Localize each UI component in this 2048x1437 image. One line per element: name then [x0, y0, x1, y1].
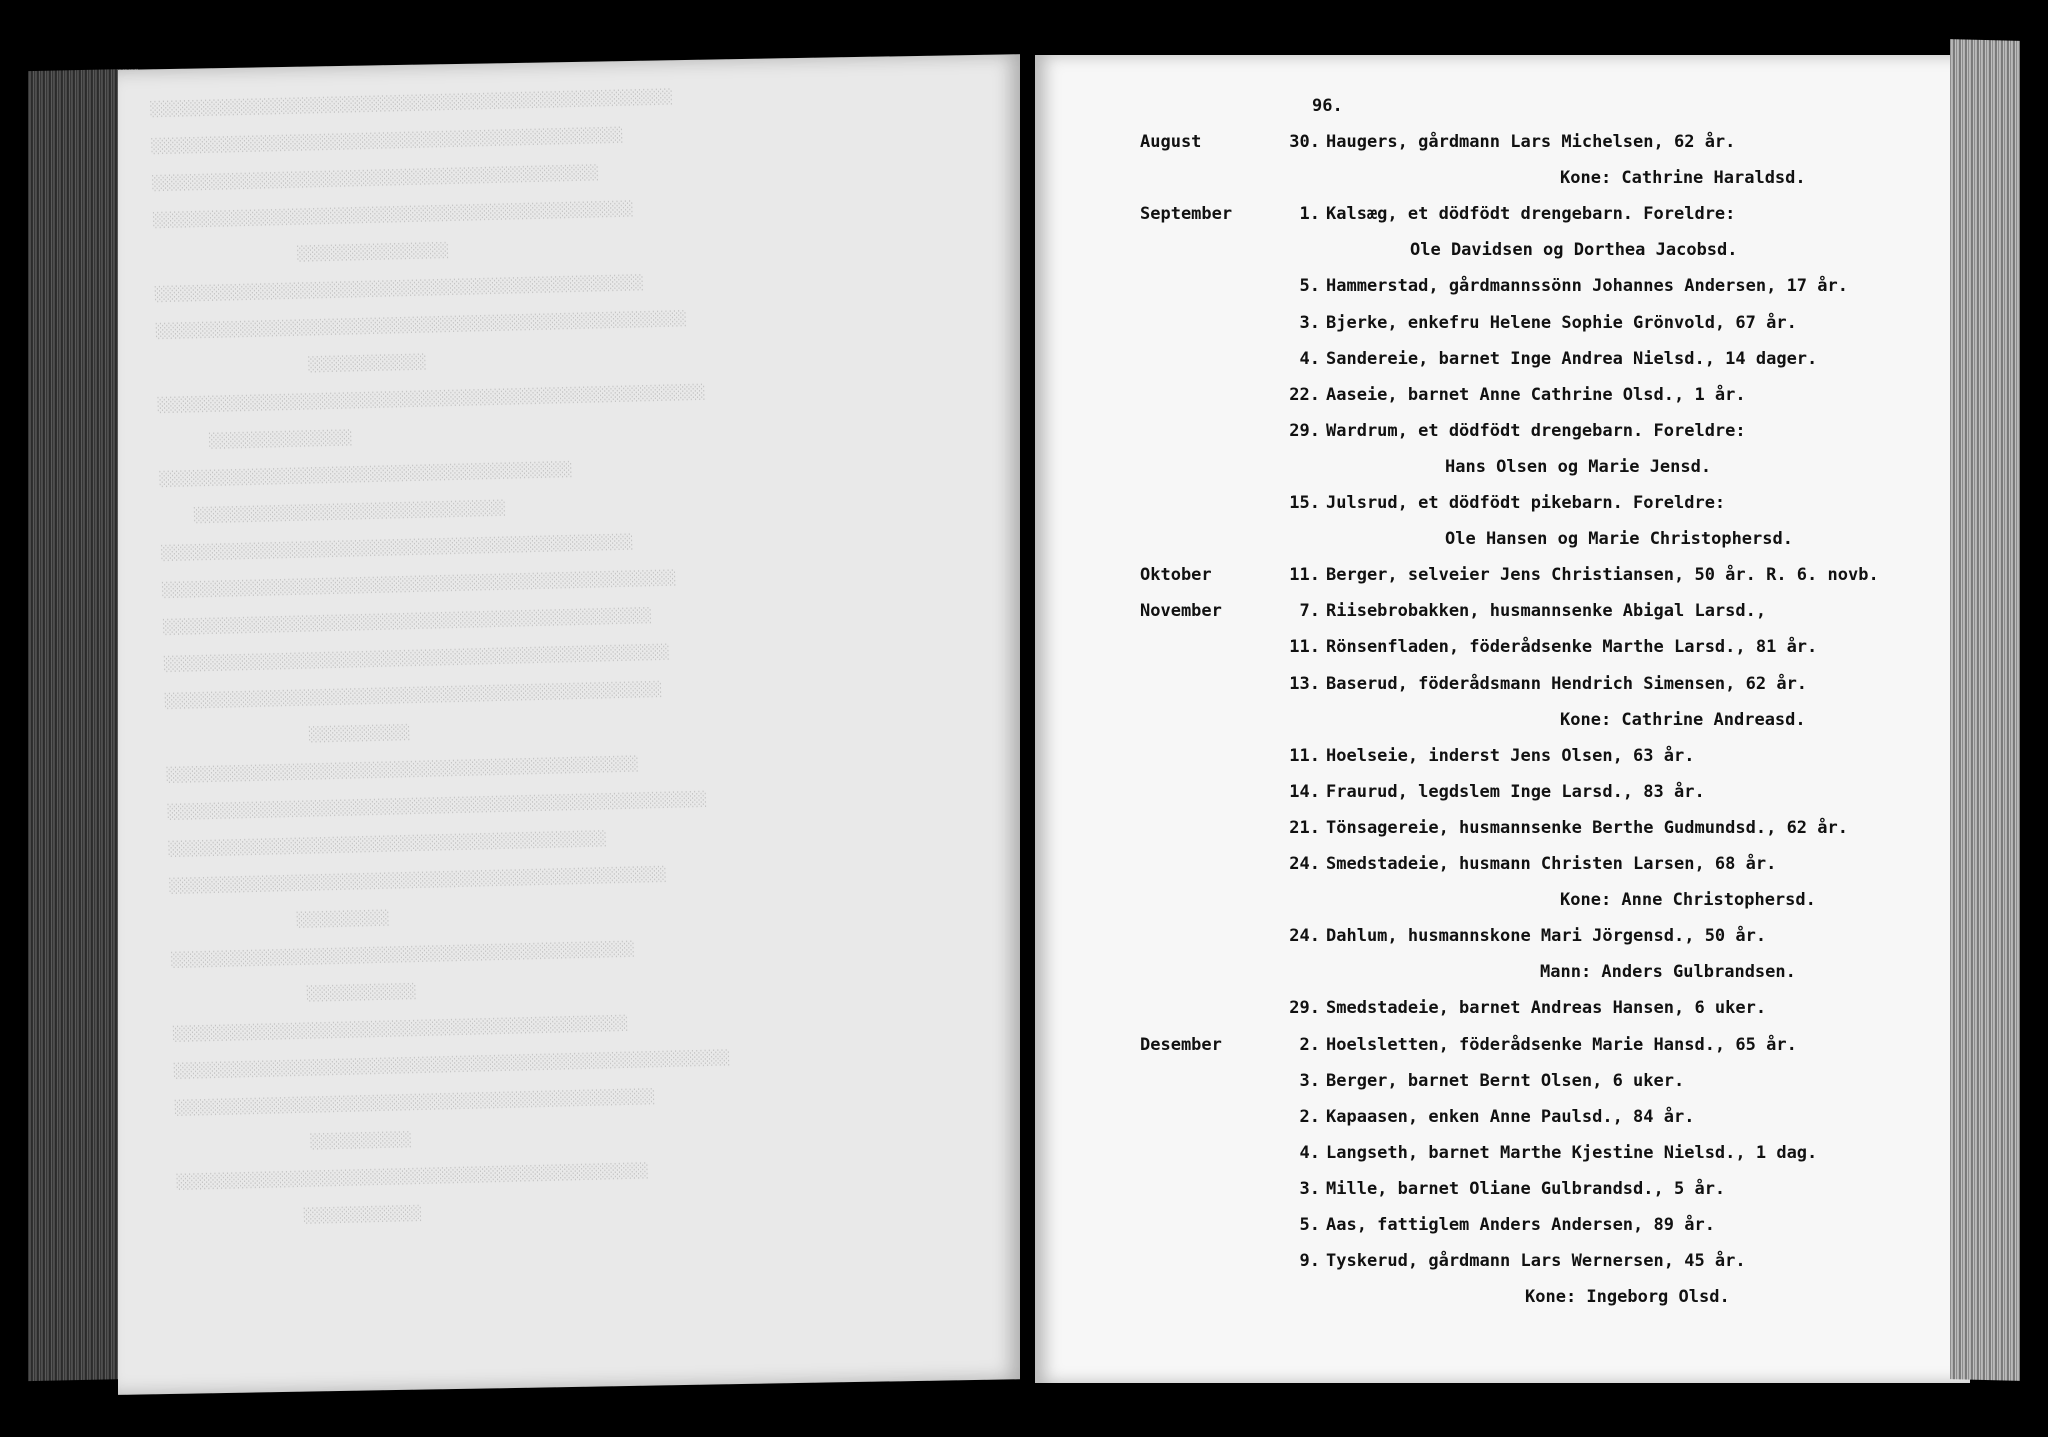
- entry-text: Hammerstad, gårdmannssönn Johannes Andersen, 17 år.: [1326, 276, 1848, 296]
- entry-text: Kapaasen, enken Anne Paulsd., 84 år.: [1326, 1107, 1695, 1127]
- register-entry: [1140, 674, 1970, 704]
- entry-text: Tönsagereie, husmannsenke Berthe Gudmundsd., 62 år.: [1326, 818, 1848, 838]
- register-entry: [1140, 1071, 1970, 1101]
- register-entry: [1140, 168, 1970, 198]
- entry-day: 21.: [1289, 818, 1320, 838]
- entry-day: 24.: [1289, 926, 1320, 946]
- register-entry: [1140, 276, 1970, 306]
- entry-text: Fraurud, legdslem Inge Larsd., 83 år.: [1326, 782, 1705, 802]
- entry-text: Langseth, barnet Marthe Kjestine Nielsd., 1 dag.: [1326, 1143, 1818, 1163]
- entry-day: 3.: [1299, 1179, 1320, 1199]
- register-entry: [1140, 926, 1970, 956]
- entry-month: November: [1140, 601, 1222, 621]
- entry-text: Riisebrobakken, husmannsenke Abigal Larsd.,: [1326, 601, 1767, 621]
- register-entry: [1140, 1035, 1970, 1065]
- register-entry: [1140, 313, 1970, 343]
- entry-text: Dahlum, husmannskone Mari Jörgensd., 50 år.: [1326, 926, 1767, 946]
- entry-month: Oktober: [1140, 565, 1212, 585]
- register-entry: [1140, 1215, 1970, 1245]
- entry-day: 4.: [1299, 1143, 1320, 1163]
- register-entry: [1140, 637, 1970, 667]
- entry-continuation: Hans Olsen og Marie Jensd.: [1445, 457, 1712, 477]
- entry-text: Julsrud, et dödfödt pikebarn. Foreldre:: [1326, 493, 1726, 513]
- register-entry: [1140, 457, 1970, 487]
- entry-continuation: Mann: Anders Gulbrandsen.: [1540, 962, 1796, 982]
- register-entry: [1140, 854, 1970, 884]
- entry-month: August: [1140, 132, 1202, 152]
- register-entry: [1140, 132, 1970, 162]
- entry-continuation: Kone: Anne Christophersd.: [1560, 890, 1816, 910]
- entry-day: 1.: [1299, 204, 1320, 224]
- entry-day: 15.: [1289, 493, 1320, 513]
- book-gutter: [1020, 40, 1036, 1400]
- entry-text: Bjerke, enkefru Helene Sophie Grönvold, 67 år.: [1326, 313, 1797, 333]
- register-entry: [1140, 1143, 1970, 1173]
- entry-text: Smedstadeie, husmann Christen Larsen, 68 år.: [1326, 854, 1777, 874]
- register-entry: [1140, 710, 1970, 740]
- entry-continuation: Kone: Cathrine Andreasd.: [1560, 710, 1806, 730]
- entry-day: 29.: [1289, 421, 1320, 441]
- register-entry: [1140, 565, 1970, 595]
- entry-day: 11.: [1289, 637, 1320, 657]
- entry-day: 9.: [1299, 1251, 1320, 1271]
- register-entry: [1140, 385, 1970, 415]
- register-entry: [1140, 1179, 1970, 1209]
- register-entry: [1140, 421, 1970, 451]
- register-entry: [1140, 601, 1970, 631]
- entry-day: 11.: [1289, 565, 1320, 585]
- page-number: 96.: [1312, 96, 1343, 116]
- register-entry: [1140, 1287, 1970, 1317]
- entry-day: 3.: [1299, 1071, 1320, 1091]
- entry-month: September: [1140, 204, 1233, 224]
- entry-text: Berger, selveier Jens Christiansen, 50 år. R. 6. novb.: [1326, 565, 1879, 585]
- entry-text: Wardrum, et dödfödt drengebarn. Foreldre:: [1326, 421, 1746, 441]
- register-entry: [1140, 782, 1970, 812]
- register-entry: [1140, 349, 1970, 379]
- register-entry: [1140, 240, 1970, 270]
- entry-text: Hoelseie, inderst Jens Olsen, 63 år.: [1326, 746, 1695, 766]
- entry-day: 7.: [1299, 601, 1320, 621]
- entry-day: 4.: [1299, 349, 1320, 369]
- entry-text: Smedstadeie, barnet Andreas Hansen, 6 uker.: [1326, 998, 1767, 1018]
- entry-text: Aas, fattiglem Anders Andersen, 89 år.: [1326, 1215, 1715, 1235]
- register-entry: [1140, 962, 1970, 992]
- entry-text: Baserud, föderådsmann Hendrich Simensen, 62 år.: [1326, 674, 1808, 694]
- entry-text: Berger, barnet Bernt Olsen, 6 uker.: [1326, 1071, 1685, 1091]
- entry-continuation: Ole Davidsen og Dorthea Jacobsd.: [1410, 240, 1738, 260]
- entry-day: 5.: [1299, 276, 1320, 296]
- register-entry: [1140, 1251, 1970, 1281]
- register-entry: [1140, 818, 1970, 848]
- entry-continuation: Ole Hansen og Marie Christophersd.: [1445, 529, 1793, 549]
- entry-day: 11.: [1289, 746, 1320, 766]
- left-page-bleed-through: ░░░░░░░░░░░░░░░░░░░░░░░░░░░░░░░░░░░░░░░░░░░░░░░░░░░░░░░░░░░░░░ ░░░░░░░░░░░░░░░░░░░░░░░░░░░░░░░░░░░░░░░░░░░░░░░░░░░░░░░░ ░░░░░░░░░░░░░░░░░░░░░░░░░░░░░░░░░░░░░░░░░░░░░░░░░░░░░ ░░░░░░░░░░░░░░░░░░░░░░░░░░░░░░░░░░░░░░░░░░░░░░░░░░░░░░░░░ ░░░░░░░░░░░░░░░░░░ ░░░░░░░░░░░░░░░░░░░░░░░░░░░░░░░░░░░░░░░░░░░░░░░░░░░░░░░░░░ ░░░░░░░░░░░░░░░░░░░░░░░░░░░░░░░░░░░░░░░░░░░░░░░░░░░░░░░░░░░░░░░ ░░░░░░░░░░░░░░ ░░░░░░░░░░░░░░░░░░░░░░░░░░░░░░░░░░░░░░░░░░░░░░░░░░░░░░░░░░░░░░░░░ ░░░░░░░░░░░░░░░░░ ░░░░░░░░░░░░░░░░░░░░░░░░░░░░░░░░░░░░░░░░░░░░░░░░░ ░░░░░░░░░░░░░░░░░░░░░░░░░░░░░░░░░░░░░ ░░░░░░░░░░░░░░░░░░░░░░░░░░░░░░░░░░░░░░░░░░░░░░░░░░░░░░░░ ░░░░░░░░░░░░░░░░░░░░░░░░░░░░░░░░░░░░░░░░░░░░░░░░░░░░░░░░░░░░░ ░░░░░░░░░░░░░░░░░░░░░░░░░░░░░░░░░░░░░░░░░░░░░░░░░░░░░░░░░░ ░░░░░░░░░░░░░░░░░░░░░░░░░░░░░░░░░░░░░░░░░░░░░░░░░░░░░░░░░░░░ ░░░░░░░░░░░░░░░░░░░░░░░░░░░░░░░░░░░░░░░░░░░░░░░░░░░░░░░░░░░ ░░░░░░░░░░░░ ░░░░░░░░░░░░░░░░░░░░░░░░░░░░░░░░░░░░░░░░░░░░░░░░░░░░░░░░ ░░░░░░░░░░░░░░░░░░░░░░░░░░░░░░░░░░░░░░░░░░░░░░░░░░░░░░░░░░░░░░░░ ░░░░░░░░░░░░░░░░░░░░░░░░░░░░░░░░░░░░░░░░░░░░░░░░░░░░ ░░░░░░░░░░░░░░░░░░░░░░░░░░░░░░░░░░░░░░░░░░░░░░░░░░░░░░░░░░░ ░░░░░░░░░░░ ░░░░░░░░░░░░░░░░░░░░░░░░░░░░░░░░░░░░░░░░░░░░░░░░░░░░░░░ ░░░░░░░░░░░░░ ░░░░░░░░░░░░░░░░░░░░░░░░░░░░░░░░░░░░░░░░░░░░░░░░░░░░░░ ░░░░░░░░░░░░░░░░░░░░░░░░░░░░░░░░░░░░░░░░░░░░░░░░░░░░░░░░░░░░░░░░░░ ░░░░░░░░░░░░░░░░░░░░░░░░░░░░░░░░░░░░░░░░░░░░░░░░░░░░░░░░░ ░░░░░░░░░░░░ ░░░░░░░░░░░░░░░░░░░░░░░░░░░░░░░░░░░░░░░░░░░░░░░░░░░░░░░░ ░░░░░░░░░░░░░░: [150, 89, 731, 1228]
- register-entry: [1140, 204, 1970, 234]
- entry-day: 24.: [1289, 854, 1320, 874]
- entry-day: 29.: [1289, 998, 1320, 1018]
- entry-day: 2.: [1299, 1107, 1320, 1127]
- entry-text: Haugers, gårdmann Lars Michelsen, 62 år.: [1326, 132, 1736, 152]
- entry-day: 3.: [1299, 313, 1320, 333]
- entry-continuation: Kone: Ingeborg Olsd.: [1525, 1287, 1730, 1307]
- entry-text: Aaseie, barnet Anne Cathrine Olsd., 1 år.: [1326, 385, 1746, 405]
- entry-day: 13.: [1289, 674, 1320, 694]
- entry-day: 14.: [1289, 782, 1320, 802]
- entry-text: Sandereie, barnet Inge Andrea Nielsd., 14 dager.: [1326, 349, 1818, 369]
- entry-month: Desember: [1140, 1035, 1222, 1055]
- entry-day: 5.: [1299, 1215, 1320, 1235]
- entry-day: 22.: [1289, 385, 1320, 405]
- entry-text: Kalsæg, et dödfödt drengebarn. Foreldre:: [1326, 204, 1736, 224]
- register-entry: [1140, 1107, 1970, 1137]
- register-entry: [1140, 746, 1970, 776]
- register-entry: [1140, 529, 1970, 559]
- register-entry: [1140, 998, 1970, 1028]
- entry-text: Hoelsletten, föderådsenke Marie Hansd., 65 år.: [1326, 1035, 1797, 1055]
- entry-continuation: Kone: Cathrine Haraldsd.: [1560, 168, 1806, 188]
- entry-day: 30.: [1289, 132, 1320, 152]
- entry-text: Rönsenfladen, föderådsenke Marthe Larsd., 81 år.: [1326, 637, 1818, 657]
- entry-text: Mille, barnet Oliane Gulbrandsd., 5 år.: [1326, 1179, 1726, 1199]
- entry-text: Tyskerud, gårdmann Lars Wernersen, 45 år.: [1326, 1251, 1746, 1271]
- register-entry: [1140, 493, 1970, 523]
- register-entry: [1140, 890, 1970, 920]
- entry-day: 2.: [1299, 1035, 1320, 1055]
